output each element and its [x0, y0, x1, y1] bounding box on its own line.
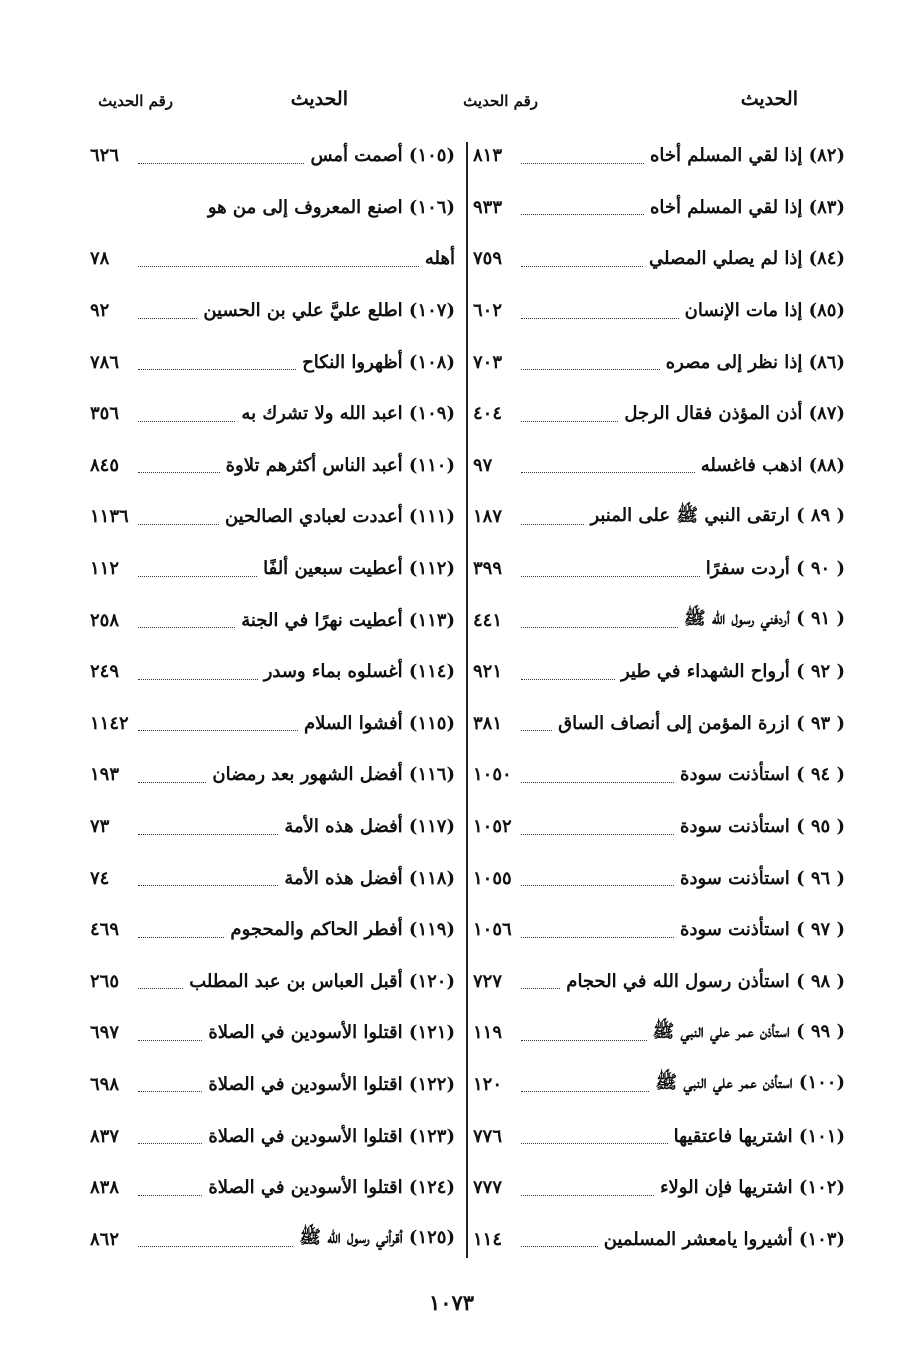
- hadith-number: ٩٢١: [473, 661, 503, 683]
- hadith-index-entry: [90, 388, 455, 440]
- dot-leader: [138, 678, 258, 680]
- hadith-number: ٧٨: [90, 248, 110, 270]
- hadith-number: ٧٠٣: [473, 351, 503, 373]
- hadith-title: أهله: [424, 248, 455, 270]
- hadith-index-entry: [473, 1162, 845, 1214]
- left-hadith-column: [90, 130, 455, 1265]
- hadith-title: (١٠٧) اطلع عليَّ علي بن الحسين: [203, 300, 455, 322]
- dot-leader: [138, 523, 219, 525]
- dot-leader: [138, 1142, 202, 1144]
- hadith-title: (١٢٢) اقتلوا الأسودين في الصلاة: [208, 1073, 455, 1095]
- hadith-number: ٢٦٥: [90, 970, 120, 992]
- hadith-number: ٧٥٩: [473, 248, 503, 270]
- hadith-index-entry: [90, 491, 455, 543]
- hadith-index-entry: [473, 749, 845, 801]
- hadith-title: (٨٦) إذا نظر إلى مصره: [665, 351, 845, 373]
- hadith-index-entry: [90, 749, 455, 801]
- dot-leader: [138, 833, 278, 835]
- hadith-number: ٧٤: [90, 867, 110, 889]
- hadith-title: ( ٩٨ ) استأذن رسول الله في الحجام: [566, 970, 845, 992]
- dot-leader: [138, 1039, 202, 1041]
- hadith-number: ٣٥٦: [90, 403, 120, 425]
- dot-leader: [138, 317, 197, 319]
- dot-leader: [521, 987, 560, 989]
- page-number: ١٠٧٣: [428, 1290, 475, 1315]
- dot-leader: [521, 1245, 598, 1247]
- dot-leader: [521, 936, 674, 938]
- hadith-title: ( ٩٠ ) أردت سفرًا: [705, 558, 845, 580]
- hadith-number: ٩٣٣: [473, 196, 503, 218]
- hadith-index-entry: [90, 440, 455, 492]
- hadith-index-entry: [473, 1059, 845, 1111]
- hadith-title: ( ٩٩ ) استأذن عمر علي النبي ﷺ: [652, 1020, 845, 1042]
- hadith-index-entry: [90, 852, 455, 904]
- hadith-title: ( ٩٤ ) استأذنت سودة: [680, 764, 845, 786]
- right-hadith-column: [473, 130, 845, 1265]
- dot-leader: [521, 1194, 654, 1196]
- hadith-title: ( ٩٢ ) أرواح الشهداء في طير: [620, 661, 845, 683]
- hadith-index-entry: [90, 130, 455, 182]
- hadith-title: (١٠٠) استأذن عمر علي النبي ﷺ: [655, 1072, 845, 1094]
- hadith-title: (١١٧) أفضل هذه الأمة: [284, 816, 455, 838]
- hadith-title: (١٠٥) أصمت أمس: [310, 145, 455, 167]
- hadith-number: ٧٧٧: [473, 1177, 503, 1199]
- hadith-index-entry: [90, 182, 455, 234]
- dot-leader: [521, 626, 678, 628]
- dot-leader: [521, 420, 618, 422]
- dot-leader: [521, 729, 552, 731]
- hadith-number: ٧٣: [90, 816, 110, 838]
- hadith-index-entry: [473, 182, 845, 234]
- hadith-title: (١٢٥) أقرأني رسول الله ﷺ: [299, 1227, 455, 1249]
- hadith-title: ( ٨٩ ) ارتقى النبي ﷺ على المنبر: [590, 504, 845, 526]
- dot-leader: [138, 884, 278, 886]
- hadith-number: ٩٢: [90, 300, 110, 322]
- hadith-index-entry: [90, 233, 455, 285]
- hadith-title: (١١٦) أفضل الشهور بعد رمضان: [212, 764, 455, 786]
- dot-leader: [138, 265, 419, 267]
- hadith-number: ٧٧٦: [473, 1125, 503, 1147]
- hadith-title: (١١٣) أعطيت نهرًا في الجنة: [241, 609, 455, 631]
- hadith-title: (٨٥) إذا مات الإنسان: [684, 300, 845, 322]
- hadith-index-entry: [473, 1110, 845, 1162]
- hadith-title: (١١٠) أعبد الناس أكثرهم تلاوة: [225, 454, 455, 476]
- hadith-index-entry: [473, 594, 845, 646]
- left-column-title-header: الحديث: [290, 88, 348, 110]
- dot-leader: [138, 1090, 202, 1092]
- hadith-title: (١٢٤) اقتلوا الأسودين في الصلاة: [208, 1177, 455, 1199]
- hadith-title: ( ٩١ ) أردفني رسول الله ﷺ: [683, 608, 845, 630]
- hadith-number: ٣٨١: [473, 712, 503, 734]
- hadith-title: (٨٨) اذهب فاغسله: [700, 454, 845, 476]
- hadith-index-entry: [90, 698, 455, 750]
- hadith-index-entry: [90, 285, 455, 337]
- hadith-number: ١١٣٦: [90, 506, 129, 528]
- hadith-number: ٨٣٧: [90, 1125, 120, 1147]
- hadith-index-entry: [473, 801, 845, 853]
- hadith-number: ٤٦٩: [90, 919, 120, 941]
- dot-leader: [138, 1245, 293, 1247]
- hadith-title: (١١٤) أغسلوه بماء وسدر: [263, 661, 455, 683]
- dot-leader: [138, 368, 296, 370]
- hadith-number: ١١٤: [473, 1228, 503, 1250]
- dot-leader: [138, 1194, 202, 1196]
- hadith-number: ٦٠٢: [473, 300, 503, 322]
- hadith-number: ١٢٠: [473, 1073, 503, 1095]
- hadith-index-entry: [473, 130, 845, 182]
- hadith-index-entry: [473, 904, 845, 956]
- hadith-number: ٦٩٨: [90, 1073, 120, 1095]
- hadith-title: (١٠٨) أظهروا النكاح: [302, 351, 455, 373]
- hadith-index-entry: [473, 646, 845, 698]
- hadith-number: ٨٤٥: [90, 454, 120, 476]
- dot-leader: [521, 523, 584, 525]
- hadith-title: (١٢٣) اقتلوا الأسودين في الصلاة: [208, 1125, 455, 1147]
- column-divider: [466, 142, 468, 1258]
- hadith-number: ١٠٥٠: [473, 764, 512, 786]
- hadith-number: ٨١٣: [473, 145, 503, 167]
- dot-leader: [521, 368, 660, 370]
- hadith-title: (١١٥) أفشوا السلام: [304, 712, 455, 734]
- hadith-index-entry: [473, 233, 845, 285]
- hadith-index-entry: [473, 852, 845, 904]
- hadith-number: ١٩٣: [90, 764, 120, 786]
- hadith-title: (١٠١) اشتريها فاعتقيها: [673, 1125, 845, 1147]
- hadith-number: ٦٩٧: [90, 1022, 120, 1044]
- dot-leader: [138, 575, 257, 577]
- dot-leader: [521, 317, 679, 319]
- hadith-number: ٩٧: [473, 454, 493, 476]
- dot-leader: [138, 162, 304, 164]
- right-column-title-header: الحديث: [740, 88, 798, 110]
- hadith-number: ٧٢٧: [473, 970, 503, 992]
- hadith-index-entry: [473, 336, 845, 388]
- dot-leader: [521, 162, 644, 164]
- hadith-title: (٨٧) أذن المؤذن فقال الرجل: [624, 403, 845, 425]
- left-column-number-header: رقم الحديث: [98, 92, 173, 110]
- hadith-number: ١٠٥٦: [473, 919, 512, 941]
- dot-leader: [521, 1090, 649, 1092]
- hadith-index-entry: [473, 956, 845, 1008]
- dot-leader: [138, 936, 224, 938]
- hadith-title: (١٠٣) أشيروا يامعشر المسلمين: [603, 1228, 845, 1250]
- hadith-title: (١١٢) أعطيت سبعين ألفًا: [263, 558, 455, 580]
- hadith-index-entry: [90, 1162, 455, 1214]
- dot-leader: [138, 420, 235, 422]
- hadith-index-entry: [473, 440, 845, 492]
- hadith-number: ٤٤١: [473, 609, 503, 631]
- hadith-title: (٨٣) إذا لقي المسلم أخاه: [650, 196, 845, 218]
- hadith-title: (١٠٦) اصنع المعروف إلى من هو: [207, 196, 455, 218]
- hadith-index-entry: [473, 285, 845, 337]
- hadith-number: ٦٢٦: [90, 145, 120, 167]
- dot-leader: [521, 884, 674, 886]
- hadith-number: ٨٣٨: [90, 1177, 120, 1199]
- hadith-index-entry: [473, 1213, 845, 1265]
- dot-leader: [521, 1039, 647, 1041]
- dot-leader: [521, 781, 674, 783]
- hadith-number: ٤٠٤: [473, 403, 503, 425]
- hadith-title: (١٠٩) اعبد الله ولا تشرك به: [241, 403, 455, 425]
- dot-leader: [521, 265, 643, 267]
- dot-leader: [138, 626, 235, 628]
- hadith-title: (٨٤) إذا لم يصلي المصلي: [649, 248, 845, 270]
- hadith-number: ٧٨٦: [90, 351, 120, 373]
- dot-leader: [138, 781, 206, 783]
- hadith-index-entry: [473, 543, 845, 595]
- hadith-title: (١٢٠) أقبل العباس بن عبد المطلب: [189, 970, 455, 992]
- hadith-index-entry: [473, 1007, 845, 1059]
- hadith-title: ( ٩٣ ) ازرة المؤمن إلى أنصاف الساق: [558, 712, 845, 734]
- dot-leader: [521, 833, 674, 835]
- hadith-number: ١٠٥٢: [473, 816, 512, 838]
- dot-leader: [521, 213, 644, 215]
- hadith-number: ٨٦٢: [90, 1228, 120, 1250]
- hadith-title: (١٠٢) اشتريها فإن الولاء: [660, 1177, 845, 1199]
- dot-leader: [138, 471, 220, 473]
- hadith-title: (١٢١) اقتلوا الأسودين في الصلاة: [208, 1022, 455, 1044]
- hadith-index-entry: [473, 388, 845, 440]
- hadith-number: ١١٩: [473, 1022, 503, 1044]
- hadith-index-entry: [90, 1007, 455, 1059]
- hadith-title: ( ٩٦ ) استأذنت سودة: [680, 867, 845, 889]
- hadith-number: ٢٤٩: [90, 661, 120, 683]
- dot-leader: [138, 729, 298, 731]
- hadith-index-entry: [90, 336, 455, 388]
- hadith-number: ٣٩٩: [473, 558, 503, 580]
- hadith-index-entry: [90, 1110, 455, 1162]
- dot-leader: [521, 471, 695, 473]
- hadith-number: ١٠٥٥: [473, 867, 512, 889]
- hadith-title: (٨٢) إذا لقي المسلم أخاه: [650, 145, 845, 167]
- hadith-number: ١٨٧: [473, 506, 503, 528]
- hadith-title: (١١١) أعددت لعبادي الصالحين: [224, 506, 455, 528]
- hadith-number: ٢٥٨: [90, 609, 120, 631]
- dot-leader: [521, 678, 615, 680]
- hadith-title: ( ٩٥ ) استأذنت سودة: [680, 816, 845, 838]
- hadith-index-entry: [90, 801, 455, 853]
- hadith-index-entry: [90, 956, 455, 1008]
- hadith-index-entry: [473, 698, 845, 750]
- hadith-number: ١١٢: [90, 558, 120, 580]
- dot-leader: [521, 1142, 668, 1144]
- hadith-index-entry: [90, 646, 455, 698]
- hadith-index-entry: [473, 491, 845, 543]
- hadith-index-entry: [90, 904, 455, 956]
- hadith-index-entry: [90, 1213, 455, 1265]
- right-column-number-header: رقم الحديث: [463, 92, 538, 110]
- hadith-title: (١١٨) أفضل هذه الأمة: [284, 867, 455, 889]
- hadith-index-entry: [90, 594, 455, 646]
- hadith-title: (١١٩) أفطر الحاكم والمحجوم: [230, 919, 455, 941]
- dot-leader: [138, 987, 183, 989]
- dot-leader: [521, 575, 700, 577]
- hadith-index-entry: [90, 1059, 455, 1111]
- hadith-title: ( ٩٧ ) استأذنت سودة: [680, 919, 845, 941]
- hadith-index-entry: [90, 543, 455, 595]
- hadith-number: ١١٤٢: [90, 712, 129, 734]
